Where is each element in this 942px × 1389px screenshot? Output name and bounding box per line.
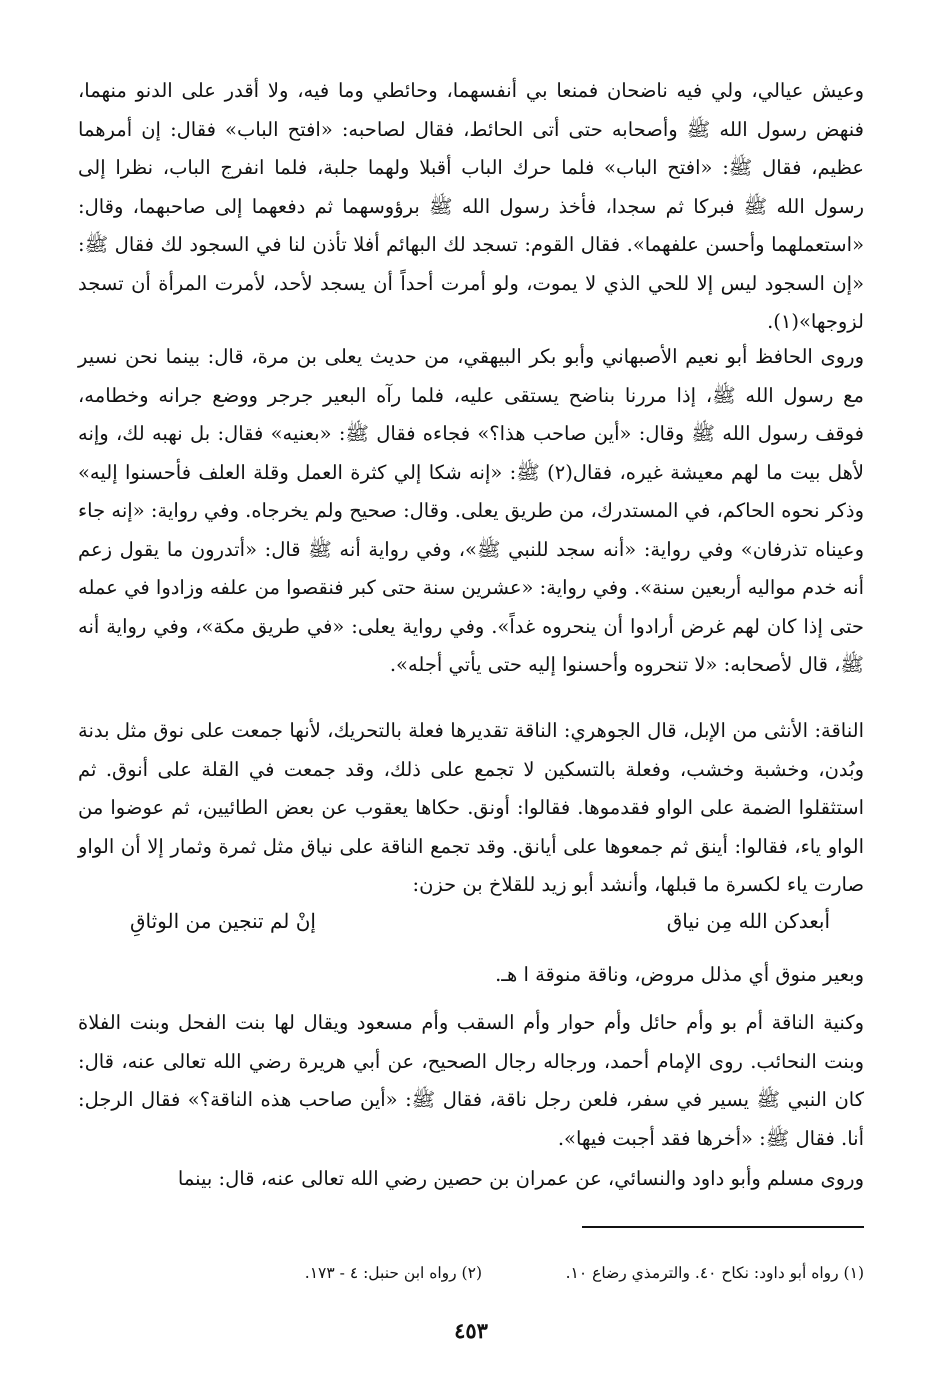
- paragraph-imran-ibn-husain: وروى مسلم وأبو داود والنسائي، عن عمران بن حصين رضي الله تعالى عنه، قال: بينما: [177, 1167, 864, 1190]
- paragraph-kunya-of-naqa: وكنية الناقة أم بو وأم حائل وأم حوار وأم السقب وأم مسعود ويقال لها بنت الفحل وبنت الفلاة وبنت النحائب. روى الإمام أحمد، ورجاله رجال الصحيح، عن أبي هريرة رضي الله تعالى عنه، قال: كان النبي ﷺ يسير في سفر، فلعن رجل ناقة، فقال ﷺ: «أين صاحب هذه الناقة؟» فقال الرجل: أنا. فقال ﷺ: «أخرها فقد أجبت فيها».: [78, 1011, 865, 1150]
- paragraph-naqa-definition: الناقة: الأنثى من الإبل، قال الجوهري: الناقة تقديرها فعلة بالتحريك، لأنها جمعت على نوق مثل بدنة وبُدن، وخشبة وخشب، وفعلة بالتسكين لا تجمع على ذلك، وقد جمعت في القلة على أنوق. ثم استثقلوا الضمة على الواو فقدموها. فقالوا: أونق. حكاها يعقوب عن بعض الطائيين، ثم عوضوا من الواو ياء، فقالوا: أينق ثم جمعوها على أيانق. وقد تجمع الناقة على نياق مثل ثمرة وثمار إلا أن الواو صارت ياء لكسرة ما قبلها، وأنشد أبو زيد للقلاخ بن حزن:: [78, 719, 864, 896]
- footnote-1: (١) رواه أبو داود: نكاح ٤٠. والترمذي رضاع ١٠.: [565, 1264, 864, 1282]
- paragraph-yala-ibn-murra-narration: وروى الحافظ أبو نعيم الأصبهاني وأبو بكر البيهقي، من حديث يعلى بن مرة، قال: بينما نحن نسير مع رسول الله ﷺ، إذا مررنا بناضح يستقى عليه، فلما رآه البعير جرجر ووضع جرانه وخطامه، فوقف رسول الله ﷺ وقال: «أين صاحب هذا؟» فجاءه فقال ﷺ: «بعنيه» فقال: بل نهبه لك، وإنه لأهل بيت ما لهم معيشة غيره، فقال(٢) ﷺ: «إنه شكا إلي كثرة العمل وقلة العلف فأحسنوا إليه» وذكر نحوه الحاكم، في المستدرك، من طريق يعلى. وقال: صحيح ولم يخرجاه. وفي رواية: «إنه جاء وعيناه تذرفان» وفي رواية: «أنه سجد للنبي ﷺ»، وفي رواية أنه ﷺ قال: «أتدرون ما يقول زعم أنه خدم مواليه أربعين سنة». وفي رواية: «عشرين سنة حتى كبر فنقصوا من علفه وزادوا في عمله حتى إذا كان لهم غرض أرادوا أن ينحروه غداً». وفي رواية يعلى: «في طريق مكة»، وفي رواية أنه ﷺ، قال لأصحابه: «لا تنحروه وأحسنوا إليه حتى يأتي أجله».: [78, 345, 864, 676]
- paragraph-munawwaq: وبعير منوق أي مذلل مروض، وناقة منوقة ا هـ.: [495, 963, 864, 986]
- paragraph-hadith-camels-prostrating: وعيش عيالي، ولي فيه ناضحان فمنعا بي أنفسهما، وحائطي وما فيه، ولا أقدر على الدنو منهما، فنهض رسول الله ﷺ وأصحابه حتى أتى الحائط، فقال لصاحبه: «افتح الباب» فقال: إن أمرهما عظيم، فقال ﷺ: «افتح الباب» فلما حرك الباب أقبلا ولهما جلبة، فلما انفرج الباب، نظرا إلى رسول الله ﷺ فبركا ثم سجدا، فأخذ رسول الله ﷺ برؤوسهما ثم دفعهما إلى صاحبهما، وقال: «استعملهما وأحسن علفهما». فقال القوم: تسجد لك البهائم أفلا تأذن لنا في السجود لك فقال ﷺ: «إن السجود ليس إلا للحي الذي لا يموت، ولو أمرت أحداً أن يسجد لأحد، لأمرت المرأة أن تسجد لزوجها»(١).: [78, 79, 864, 333]
- footnote-2: (٢) رواه ابن حنبل: ٤ - ١٧٣.: [304, 1264, 482, 1282]
- verse-first-hemistich: أبعدكن الله مِن نياق: [666, 909, 830, 933]
- page-number: ٤٥٣: [454, 1318, 488, 1343]
- poetry-verse: [130, 902, 830, 940]
- verse-second-hemistich: إنْ لم تنجين من الوثاقِ: [130, 909, 316, 933]
- footnote-divider: [582, 1226, 864, 1228]
